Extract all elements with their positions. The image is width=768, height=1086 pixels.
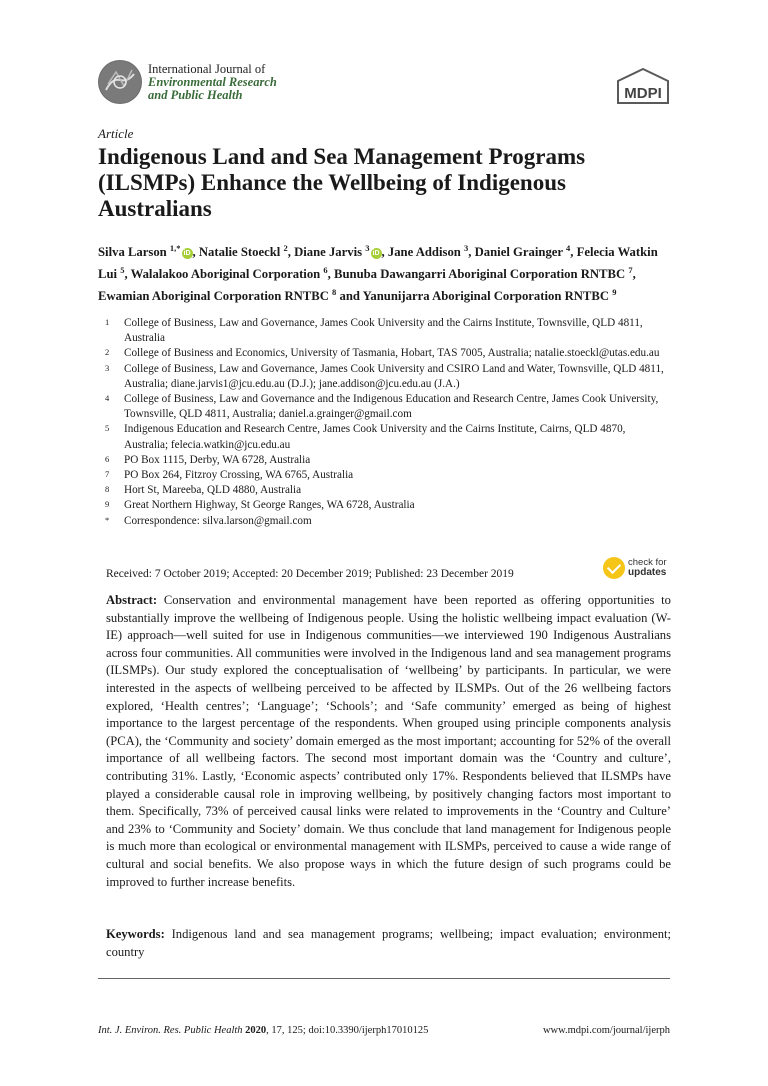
affiliation-item (98, 453, 670, 468)
author (98, 245, 199, 259)
affiliation-item (98, 346, 670, 361)
keywords-label: Keywords: (106, 927, 165, 941)
affiliation-item (98, 392, 670, 422)
affiliation-number: 3 (105, 362, 110, 373)
affiliation-number: 4 (105, 393, 110, 404)
check-for-updates-badge[interactable] (603, 557, 667, 579)
author-separator: , (287, 245, 295, 260)
affiliation-item (98, 422, 670, 452)
abstract (106, 592, 671, 891)
author-affiliation-marker: 9 (612, 286, 617, 297)
footer-journal-abbrev: Int. J. Environ. Res. Public Health (98, 1025, 243, 1036)
author-affiliation-marker: 3 (464, 243, 469, 253)
journal-name-line1: International Journal of (148, 62, 266, 76)
author (362, 286, 617, 303)
affiliation-text: Hort St, Mareeba, QLD 4880, Australia (124, 484, 302, 497)
affiliation-number: 7 (105, 469, 110, 480)
author-separator: , (570, 245, 577, 260)
mdpi-logo-text: MDPI (624, 85, 662, 102)
affiliation-text: College of Business and Economics, University of Tasmania, Hobart, TAS 7005, Australia; natalie.stoeckl@utas.edu.au (124, 347, 660, 360)
author-affiliation-marker: 1,* (169, 243, 181, 253)
author-name: Yanunijarra Aboriginal Corporation RNTBC (362, 288, 610, 303)
check-for-updates-line1: check for (628, 557, 667, 568)
check-for-updates-line2: updates (628, 567, 667, 578)
author-name: Bunuba Dawangarri Aboriginal Corporation RNTBC (334, 267, 626, 282)
author-affiliation-marker: 6 (323, 264, 328, 275)
affiliation-number: 5 (105, 423, 110, 434)
article-title: Indigenous Land and Sea Management Programs (ILSMPs) Enhance the Wellbeing of Indigenous Australians (98, 144, 586, 221)
author (388, 245, 475, 259)
author-name: Walalakoo Aboriginal Corporation (130, 267, 321, 282)
author-separator: , (192, 245, 199, 260)
affiliation-text: Indigenous Education and Research Centre, James Cook University and the Cairns Institute, Cairns, QLD 4870, Australia; felecia.watkin@jcu.edu.au (124, 423, 626, 451)
affiliation-number: * (105, 514, 110, 525)
journal-logo-icon (98, 60, 142, 104)
author-list (98, 240, 670, 305)
author-separator: , (468, 245, 475, 260)
author (475, 245, 577, 259)
affiliation-item (98, 498, 670, 513)
author-affiliation-marker: 7 (628, 264, 633, 275)
check-for-updates-text (628, 558, 667, 578)
affiliation-text: PO Box 264, Fitzroy Crossing, WA 6765, Australia (124, 469, 354, 482)
author-affiliation-marker: 3 (365, 243, 370, 253)
footer-citation (98, 1025, 428, 1036)
affiliation-text: College of Business, Law and Governance and the Indigenous Education and Research Centre, James Cook University, Townsville, QLD 4811, Australia; daniel.a.grainger@gmail.com (124, 393, 659, 421)
author-name: Silva Larson (98, 245, 167, 260)
orcid-icon[interactable]: iD (183, 250, 191, 258)
footer-year: 2020 (245, 1025, 267, 1036)
author (130, 264, 334, 282)
footer-citation-rest: , 17, 125; doi:10.3390/ijerph17010125 (266, 1025, 429, 1036)
affiliation-item (98, 514, 670, 529)
author-separator: , (124, 267, 131, 282)
affiliation-text: Correspondence: silva.larson@gmail.com (124, 514, 312, 527)
author-name: Daniel Grainger (474, 245, 563, 260)
affiliation-text: Great Northern Highway, St George Ranges, WA 6728, Australia (124, 499, 415, 512)
affiliation-text: PO Box 1115, Derby, WA 6728, Australia (124, 453, 311, 466)
author-separator: , (327, 267, 334, 282)
publication-dates: Received: 7 October 2019; Accepted: 20 December 2019; Published: 23 December 2019 (106, 568, 514, 580)
keywords-text: Indigenous land and sea management programs; wellbeing; impact evaluation; environment; country (106, 927, 671, 959)
author (199, 245, 294, 259)
article-type: Article (98, 126, 134, 141)
author-name: Natalie Stoeckl (198, 245, 281, 260)
author-affiliation-marker: 5 (120, 264, 125, 275)
author-name: Jane Addison (387, 245, 461, 260)
author-affiliation-marker: 2 (283, 243, 288, 253)
affiliation-item (98, 362, 670, 392)
affiliation-item (98, 468, 670, 483)
affiliation-number: 6 (105, 453, 110, 464)
affiliation-text: College of Business, Law and Governance, James Cook University and CSIRO Land and Water, Townsville, QLD 4811, Australia; diane.jarvis1@jcu.edu.au (D.J.); jane.addison@jcu.edu.au (J.A.) (124, 362, 664, 390)
affiliation-number: 8 (105, 484, 110, 495)
author-name: Felecia Watkin Lui (98, 245, 658, 282)
checkmark-icon (603, 557, 625, 579)
orcid-icon[interactable]: iD (372, 250, 380, 258)
journal-name (148, 63, 277, 102)
affiliation-item (98, 483, 670, 498)
abstract-label: Abstract: (106, 593, 158, 607)
author-separator: , (632, 267, 636, 282)
affiliation-text: College of Business, Law and Governance, James Cook University and the Cairns Institute, Townsville, QLD 4811, Australia (124, 317, 643, 345)
affiliation-list (98, 316, 670, 529)
abstract-text: Conservation and environmental management have been reported as offering opportunities to substantially improve the wellbeing of Indigenous people. Using the holistic wellbeing impact evaluation (W-IE) approach—well suited for use in Indigenous communities—we interviewed 190 Indigenous Australians across four communities. All communities were involved in the Indigenous land and sea management programs (ILSMPs). Our study explored the conceptualisation of ‘wellbeing’ by participants. In particular, we were interested in the aspects of wellbeing perceived to be affected by ILSMPs. Out of the 26 wellbeing factors explored, ‘Health centres’; ‘Language’; ‘Schools’; and ‘Safe community’ emerged as being of highest importance to the largest percentage of the respondents. When grouped using principle components analysis (PCA), the ‘Community and society’ domain emerged as the most important; accounting for 52% of the overall importance of all wellbeing factors. The second most important domain was the ‘Country and culture’, contributing 31%. Lastly, ‘Economic aspects’ contributed only 17%. Respondents believed that ILSMPs have played a considerable causal role in improving wellbeing, by positively changing factors most important to them. Specifically, 73% of perceived causal links were related to improvements in the ‘Country and Culture’ and 23% to ‘Community and Society’ domain. We thus conclude that land management for Indigenous people is much more than ecological or environmental management with ILSMPs, perceived to cause a wide range of cultural and social benefits. We also propose ways in which the future design of such programs could be improved to further increase benefits. (106, 593, 671, 889)
footer-url[interactable]: www.mdpi.com/journal/ijerph (542, 1025, 670, 1036)
author-affiliation-marker: 8 (332, 286, 337, 297)
author-affiliation-marker: 4 (566, 243, 571, 253)
affiliation-number: 9 (105, 499, 110, 510)
author (334, 264, 636, 282)
keywords (106, 926, 671, 961)
affiliation-number: 1 (105, 317, 110, 327)
author (294, 245, 388, 259)
divider (98, 978, 670, 979)
author-separator: and (336, 288, 363, 303)
author-name: Diane Jarvis (294, 245, 363, 260)
journal-header (98, 60, 277, 104)
author (98, 286, 363, 303)
mdpi-logo (615, 68, 671, 106)
affiliation-item (98, 316, 670, 346)
journal-name-line3: and Public Health (148, 88, 243, 102)
author-separator: , (381, 245, 388, 260)
journal-name-line2: Environmental Research (148, 75, 277, 89)
author-name: Ewamian Aboriginal Corporation RNTBC (98, 288, 329, 303)
affiliation-number: 2 (105, 347, 110, 358)
